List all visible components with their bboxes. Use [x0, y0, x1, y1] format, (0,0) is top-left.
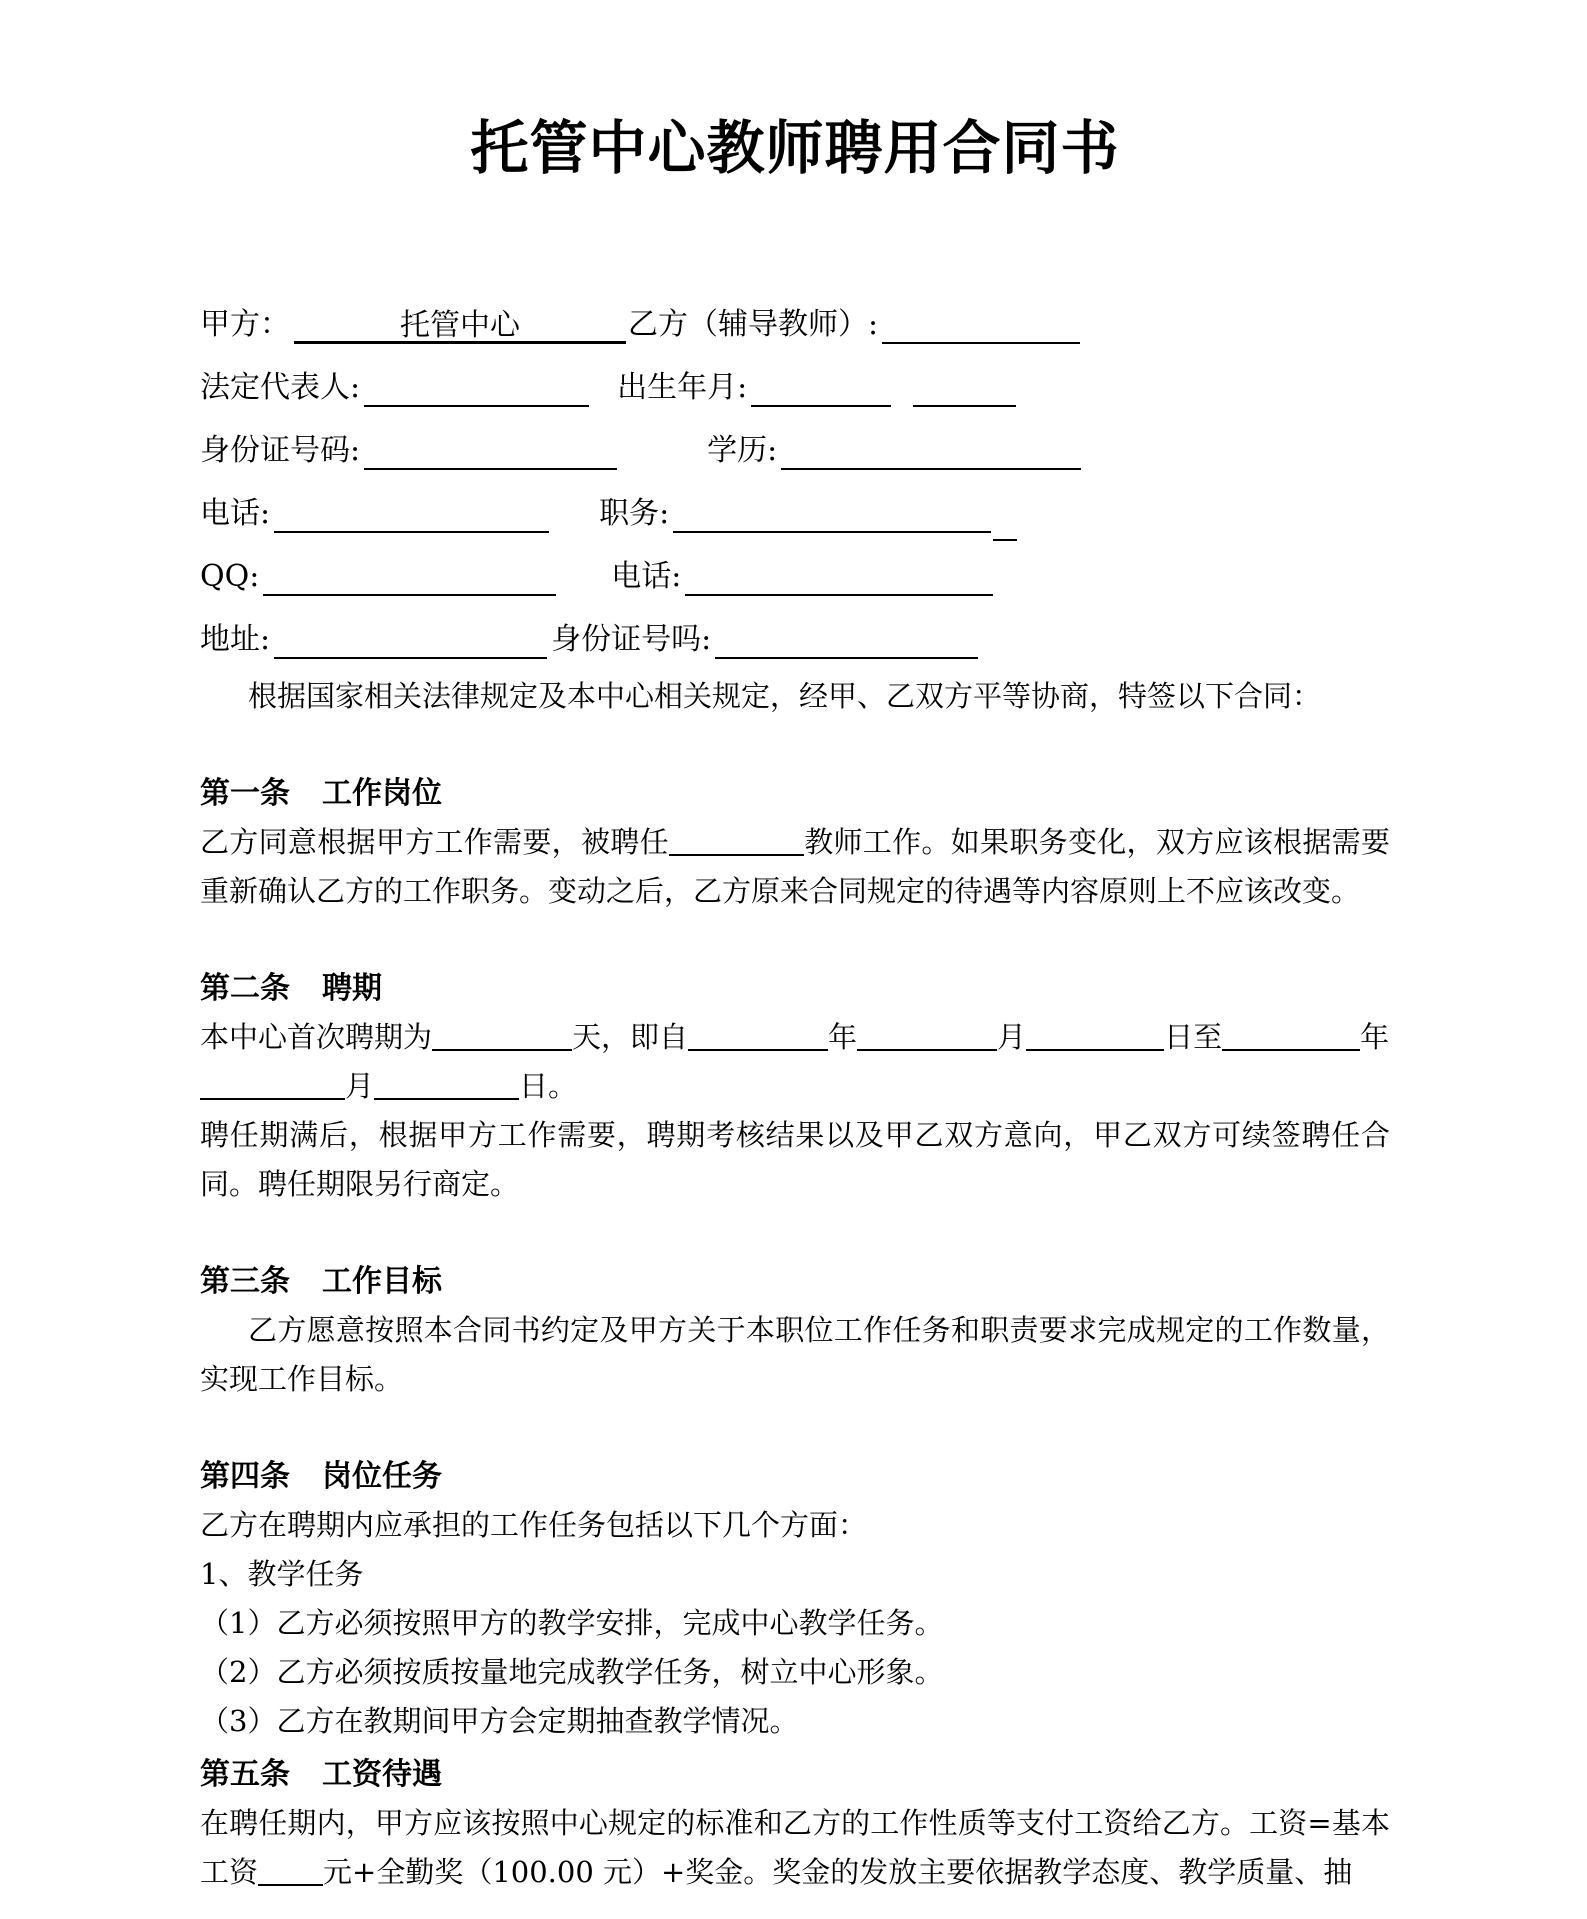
paragraph: 在聘任期内，甲方应该按照中心规定的标准和乙方的工作性质等支付工资给乙方。工资=基本工资 元+全勤奖（100.00 元）+奖金。奖金的发放主要依据教学态度、教学质量、抽	[200, 1806, 1390, 1889]
inline-fill-blank[interactable]	[258, 1856, 323, 1886]
field-label: 身份证号码:	[200, 433, 361, 468]
paragraph: （3）乙方在教期间甲方会定期抽查教学情况。	[200, 1704, 799, 1738]
inline-fill-blank[interactable]	[200, 1070, 345, 1100]
form-row-2	[200, 357, 1390, 407]
section-title: 工作岗位	[322, 776, 442, 811]
section-4	[200, 1452, 1390, 1746]
paragraph: 本中心首次聘期为 天，即自 年 月 日至 年	[200, 1020, 1390, 1054]
inline-fill-blank[interactable]	[1026, 1021, 1164, 1051]
section-2	[200, 964, 1390, 1209]
section-1	[200, 769, 1390, 916]
field-blank-line[interactable]	[274, 621, 547, 659]
field-label: QQ:	[200, 559, 260, 594]
paragraph: 1、教学任务	[200, 1557, 364, 1591]
field-label: 乙方（辅导教师）:	[628, 307, 879, 342]
field-label: 地址:	[200, 622, 271, 657]
field-value: 托管中心	[400, 308, 520, 343]
inline-fill-blank[interactable]	[669, 826, 804, 856]
paragraph: （1）乙方必须按照甲方的教学安排，完成中心教学任务。	[200, 1606, 944, 1640]
inline-fill-blank[interactable]	[374, 1070, 519, 1100]
form-row-6	[200, 609, 1390, 659]
section-number: 第三条	[200, 1264, 290, 1299]
field-label: 甲方：	[200, 307, 290, 342]
field-label: 出生年月:	[617, 370, 748, 405]
intro-paragraph: 根据国家相关法律规定及本中心相关规定，经甲、乙双方平等协商，特签以下合同：	[248, 679, 1322, 713]
inline-fill-blank[interactable]	[857, 1021, 997, 1051]
field-label: 身份证号吗:	[551, 622, 712, 657]
paragraph: 乙方同意根据甲方工作需要，被聘任 教师工作。如果职务变化，双方应该根据需要重新确认乙方的工作职务。变动之后，乙方原来合同规定的待遇等内容原则上不应该改变。	[200, 825, 1390, 908]
section-title: 工资待遇	[322, 1757, 442, 1792]
field-blank-line[interactable]	[294, 306, 626, 344]
field-blank-line[interactable]	[364, 432, 617, 470]
section-title: 岗位任务	[322, 1459, 442, 1494]
party-info-form	[200, 294, 1390, 659]
section-3	[200, 1257, 1390, 1404]
field-label: 职务:	[599, 496, 670, 531]
field-label: 电话:	[611, 559, 682, 594]
section-heading	[200, 1452, 1390, 1501]
field-blank-line[interactable]	[781, 432, 1081, 470]
section-heading	[200, 1750, 1390, 1799]
field-blank-line[interactable]	[274, 495, 549, 533]
field-blank-line[interactable]	[751, 369, 1016, 407]
form-row-3	[200, 420, 1390, 470]
paragraph: 乙方愿意按照本合同书约定及甲方关于本职位工作任务和职责要求完成规定的工作数量，实现工作目标。	[200, 1313, 1390, 1396]
section-5	[200, 1750, 1390, 1897]
section-heading	[200, 769, 1390, 818]
section-number: 第四条	[200, 1459, 290, 1494]
section-number: 第一条	[200, 776, 290, 811]
section-heading	[200, 964, 1390, 1013]
form-row-5	[200, 546, 1390, 596]
section-title: 工作目标	[322, 1264, 442, 1299]
paragraph: 聘任期满后，根据甲方工作需要，聘期考核结果以及甲乙双方意向，甲乙双方可续签聘任合同。聘任期限另行商定。	[200, 1118, 1390, 1201]
document-title: 托管中心教师聘用合同书	[470, 114, 1120, 182]
section-number: 第二条	[200, 971, 290, 1006]
paragraph: 月 日。	[200, 1062, 1390, 1111]
field-label: 法定代表人:	[200, 370, 361, 405]
field-label: 电话:	[200, 496, 271, 531]
inline-fill-blank[interactable]	[1222, 1021, 1360, 1051]
section-number: 第五条	[200, 1757, 290, 1792]
field-blank-line[interactable]	[685, 558, 993, 596]
field-blank-line[interactable]	[673, 495, 991, 533]
form-row-1	[200, 294, 1390, 344]
inline-fill-blank[interactable]	[688, 1021, 828, 1051]
paragraph: 乙方在聘期内应承担的工作任务包括以下几个方面：	[200, 1508, 868, 1542]
paragraph: （2）乙方必须按质按量地完成教学任务，树立中心形象。	[200, 1655, 944, 1689]
inline-fill-blank[interactable]	[432, 1021, 572, 1051]
sections	[200, 769, 1390, 1897]
field-label: 学历:	[707, 433, 778, 468]
field-blank-line[interactable]	[715, 621, 978, 659]
form-row-4	[200, 483, 1390, 533]
field-blank-line[interactable]	[364, 369, 589, 407]
section-heading	[200, 1257, 1390, 1306]
section-title: 聘期	[322, 971, 382, 1006]
field-blank-line[interactable]	[882, 306, 1080, 344]
field-blank-line[interactable]	[263, 558, 556, 596]
